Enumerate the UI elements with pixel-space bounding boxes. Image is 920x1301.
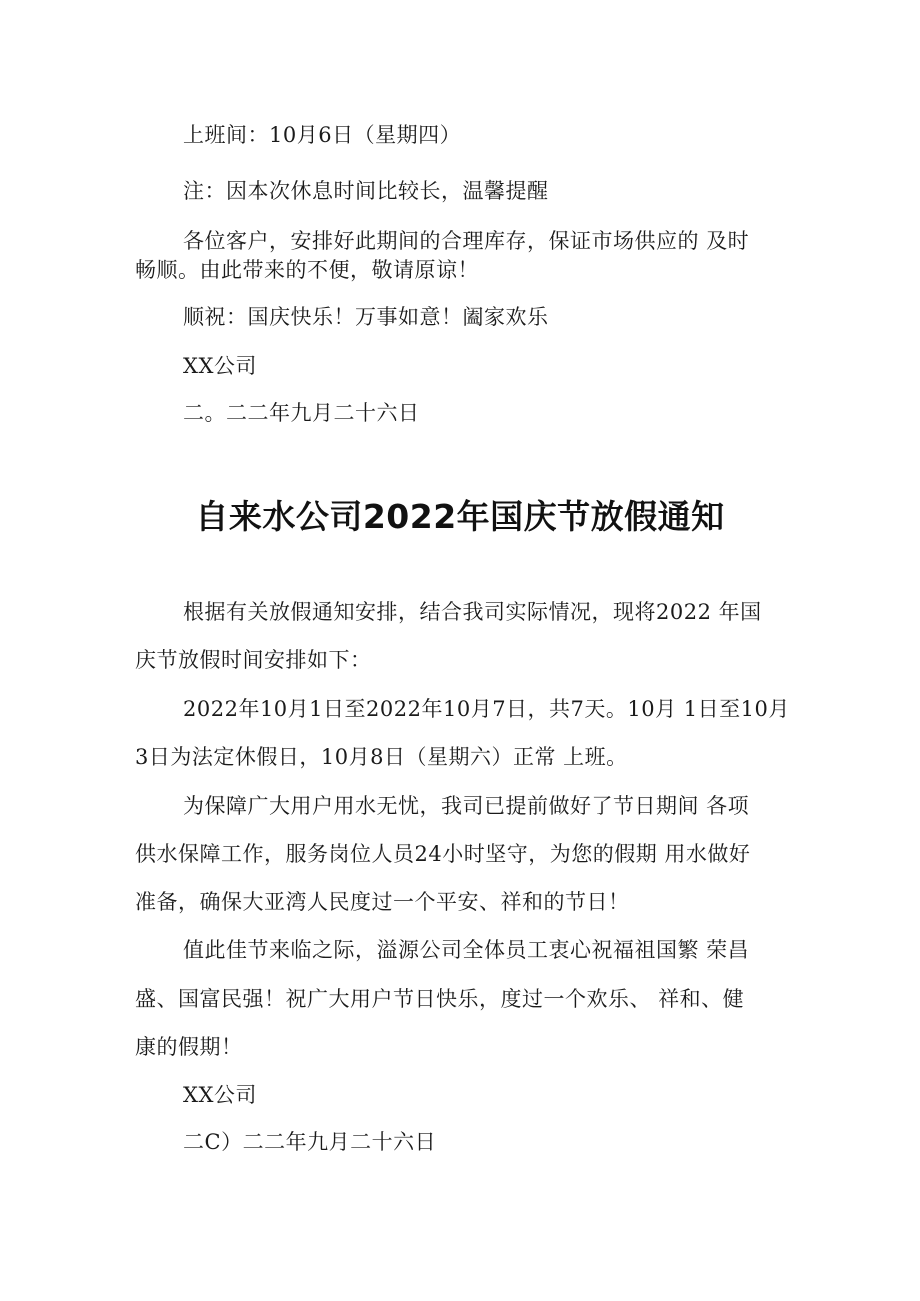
signature-date: 二C）二二年九月二十六日 bbox=[183, 1130, 437, 1154]
paragraph-line: 庆节放假时间安排如下： bbox=[135, 648, 372, 672]
paragraph-line: 康的假期！ bbox=[135, 1035, 243, 1059]
paragraph-line: 值此佳节来临之际，溢源公司全体员工衷心祝福祖国繁 荣昌 bbox=[183, 938, 750, 962]
note-line: 注：因本次休息时间比较长，温馨提醒 bbox=[183, 179, 549, 203]
wishes-line: 顺祝：国庆快乐！万事如意！阖家欢乐 bbox=[183, 305, 549, 329]
company-signature: XX公司 bbox=[183, 1083, 257, 1107]
notice-title: 自来水公司2022年国庆节放假通知 bbox=[195, 497, 725, 536]
company-signature: XX公司 bbox=[183, 354, 257, 378]
note-paragraph-line: 畅顺。由此带来的不便，敬请原谅！ bbox=[135, 258, 479, 282]
note-paragraph-line: 各位客户，安排好此期间的合理库存，保证市场供应的 及时 bbox=[183, 229, 750, 253]
work-resume-line: 上班间：10月6日（星期四） bbox=[183, 123, 462, 147]
paragraph-line: 2022年10月1日至2022年10月7日，共7天。10月 1日至10月 bbox=[183, 697, 790, 721]
paragraph-line: 根据有关放假通知安排，结合我司实际情况，现将2022 年国 bbox=[183, 600, 762, 624]
signature-date: 二。二二年九月二十六日 bbox=[183, 401, 420, 425]
paragraph-line: 3日为法定休假日，10月8日（星期六）正常 上班。 bbox=[135, 745, 628, 769]
paragraph-line: 准备，确保大亚湾人民度过一个平安、祥和的节日！ bbox=[135, 890, 630, 914]
paragraph-line: 为保障广大用户用水无忧，我司已提前做好了节日期间 各项 bbox=[183, 794, 750, 818]
paragraph-line: 盛、国富民强！祝广大用户节日快乐，度过一个欢乐、 祥和、健 bbox=[135, 987, 745, 1011]
paragraph-line: 供水保障工作，服务岗位人员24小时坚守，为您的假期 用水做好 bbox=[135, 842, 751, 866]
